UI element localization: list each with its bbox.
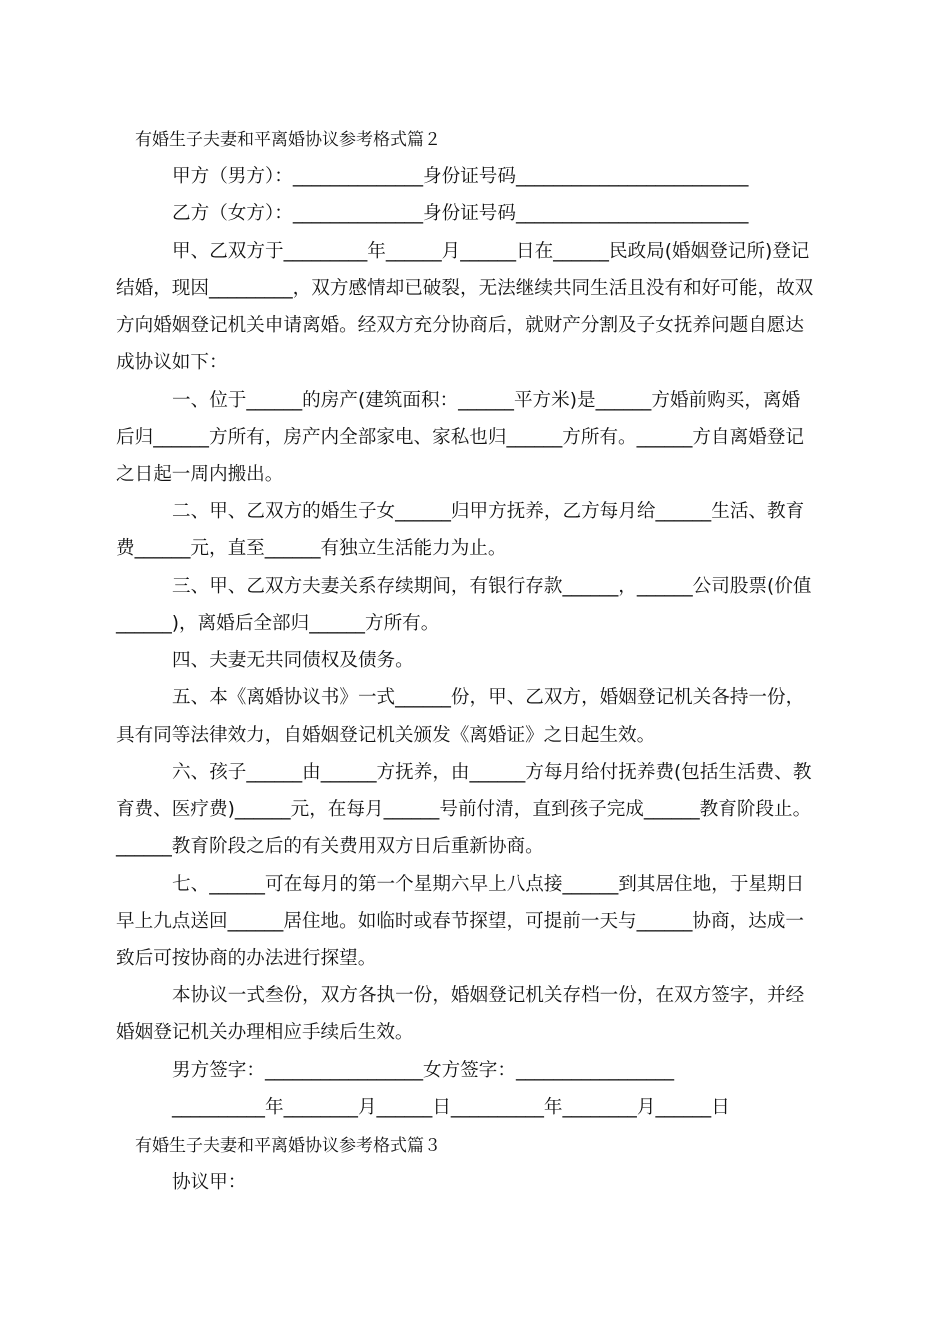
clause-3-line-2: ______)，离婚后全部归______方所有。: [116, 613, 440, 634]
clause-7-line-1: 七、______可在每月的第一个星期六早上八点接______到其居住地，于星期日: [172, 874, 805, 895]
clause-1-line-2: 后归______方所有，房产内全部家电、家私也归______方所有。______方自离婚登记: [116, 427, 804, 448]
clause-5-line-2: 具有同等法律效力，自婚姻登记机关颁发《离婚证》之日起生效。: [116, 725, 656, 746]
section-heading-2: 有婚生子夫妻和平离婚协议参考格式篇２: [135, 130, 441, 150]
clause-4-line-1: 四、夫妻无共同债权及债务。: [172, 650, 414, 671]
clause-6-line-1: 六、孩子______由______方抚养，由______方每月给付抚养费(包括生活费、教: [172, 762, 812, 783]
clause-2-line-1: 二、甲、乙双方的婚生子女______归甲方抚养，乙方每月给______生活、教育: [172, 501, 805, 522]
closing-line-2: 婚姻登记机关办理相应手续后生效。: [116, 1022, 414, 1043]
clause-3-line-1: 三、甲、乙双方夫妻关系存续期间，有银行存款______，______公司股票(价值: [172, 576, 812, 597]
clause-2-line-2: 费______元，直至______有独立生活能力为止。: [116, 538, 507, 559]
signature-line: 男方签字：_________________女方签字：_________________: [172, 1060, 675, 1081]
clause-6-line-3: ______教育阶段之后的有关费用双方日后重新协商。: [116, 836, 544, 857]
clause-1-line-1: 一、位于______的房产(建筑面积：______平方米)是______方婚前购买，离婚: [172, 390, 801, 411]
party-b-line: 乙方（女方）：______________身份证号码_________________________: [172, 203, 749, 224]
date-line: __________年________月______日__________年________月______日: [172, 1097, 730, 1118]
clause-7-line-2: 早上九点送回______居住地。如临时或春节探望，可提前一天与______协商，达成一: [116, 911, 804, 932]
clause-6-line-2: 育费、医疗费)______元，在每月______号前付清，直到孩子完成______教育阶段止。: [116, 799, 812, 820]
intro-line-3: 方向婚姻登记机关申请离婚。经双方充分协商后，就财产分割及子女抚养问题自愿达: [116, 315, 804, 336]
clause-1-line-3: 之日起一周内搬出。: [116, 464, 284, 485]
party-a-line: 甲方（男方）：______________身份证号码_________________________: [172, 166, 749, 187]
agreement-party-a: 协议甲：: [172, 1172, 247, 1193]
intro-line-2: 结婚，现因_________，双方感情却已破裂，无法继续共同生活且没有和好可能，故双: [116, 278, 814, 299]
intro-line-1: 甲、乙双方于_________年______月______日在______民政局(婚姻登记所)登记: [172, 241, 810, 262]
clause-5-line-1: 五、本《离婚协议书》一式______份，甲、乙双方，婚姻登记机关各持一份，: [172, 687, 805, 708]
clause-7-line-3: 致后可按协商的办法进行探望。: [116, 948, 377, 969]
intro-line-4: 成协议如下：: [116, 352, 228, 373]
closing-line-1: 本协议一式叁份，双方各执一份，婚姻登记机关存档一份，在双方签字，并经: [172, 985, 805, 1006]
section-heading-3: 有婚生子夫妻和平离婚协议参考格式篇３: [135, 1136, 441, 1156]
